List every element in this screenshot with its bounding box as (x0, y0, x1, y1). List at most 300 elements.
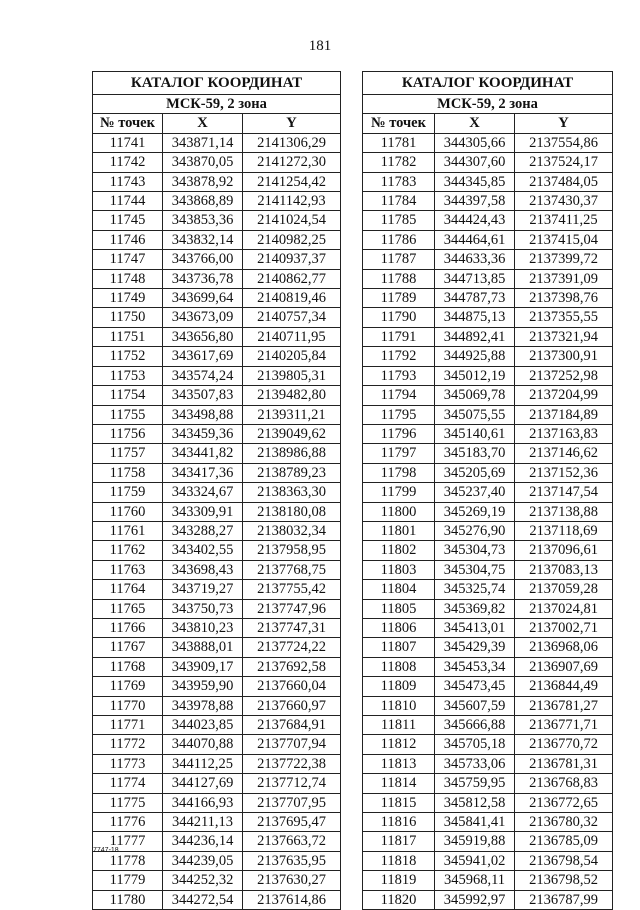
y-coordinate-cell: 2137300,91 (515, 347, 613, 366)
table-row (363, 716, 613, 735)
x-coordinate-cell: 343766,00 (163, 250, 243, 269)
x-coordinate-cell: 344892,41 (435, 327, 515, 346)
table-row (93, 832, 341, 851)
point-number-cell: 11813 (363, 754, 435, 773)
y-coordinate-cell: 2136907,69 (515, 657, 613, 676)
catalog-title: КАТАЛОГ КООРДИНАТ (93, 72, 341, 95)
x-coordinate-cell: 345304,73 (435, 541, 515, 560)
point-number-cell: 11744 (93, 192, 163, 211)
point-number-cell: 11757 (93, 444, 163, 463)
point-number-cell: 11763 (93, 560, 163, 579)
point-number-cell: 11810 (363, 696, 435, 715)
point-number-cell: 11794 (363, 386, 435, 405)
point-number-cell: 11814 (363, 774, 435, 793)
x-coordinate-cell: 345413,01 (435, 618, 515, 637)
table-row (363, 250, 613, 269)
x-coordinate-cell: 343417,36 (163, 463, 243, 482)
y-coordinate-cell: 2137152,36 (515, 463, 613, 482)
table-row (363, 133, 613, 152)
point-number-cell: 11751 (93, 327, 163, 346)
x-coordinate-cell: 345276,90 (435, 521, 515, 540)
catalog-subtitle: МСК-59, 2 зона (363, 95, 613, 114)
y-coordinate-cell: 2137755,42 (243, 580, 341, 599)
point-number-cell: 11741 (93, 133, 163, 152)
y-coordinate-cell: 2137415,04 (515, 230, 613, 249)
footer-code: 7747-18 (93, 847, 119, 854)
table-row (93, 541, 341, 560)
x-coordinate-cell: 345237,40 (435, 483, 515, 502)
table-row (93, 250, 341, 269)
table-row (93, 657, 341, 676)
point-number-cell: 11748 (93, 269, 163, 288)
y-coordinate-cell: 2140205,84 (243, 347, 341, 366)
y-coordinate-cell: 2140982,25 (243, 230, 341, 249)
table-row (93, 347, 341, 366)
table-row (93, 754, 341, 773)
y-coordinate-cell: 2137002,71 (515, 618, 613, 637)
x-coordinate-cell: 344713,85 (435, 269, 515, 288)
table-row (93, 813, 341, 832)
y-coordinate-cell: 2141272,30 (243, 153, 341, 172)
x-coordinate-cell: 343441,82 (163, 444, 243, 463)
x-coordinate-cell: 345607,59 (435, 696, 515, 715)
table-row (363, 851, 613, 870)
table-row (363, 696, 613, 715)
x-coordinate-cell: 343656,80 (163, 327, 243, 346)
point-number-cell: 11762 (93, 541, 163, 560)
table-row (93, 560, 341, 579)
x-coordinate-cell: 345183,70 (435, 444, 515, 463)
table-row (93, 483, 341, 502)
y-coordinate-cell: 2137958,95 (243, 541, 341, 560)
point-number-cell: 11786 (363, 230, 435, 249)
table-row (93, 424, 341, 443)
point-number-cell: 11801 (363, 521, 435, 540)
x-coordinate-cell: 343719,27 (163, 580, 243, 599)
table-row (93, 192, 341, 211)
table-row (363, 832, 613, 851)
y-coordinate-cell: 2136968,06 (515, 638, 613, 657)
y-coordinate-cell: 2137184,89 (515, 405, 613, 424)
y-coordinate-cell: 2141142,93 (243, 192, 341, 211)
point-number-cell: 11772 (93, 735, 163, 754)
x-coordinate-cell: 345075,55 (435, 405, 515, 424)
column-header-y: Y (243, 114, 341, 133)
table-row (93, 386, 341, 405)
x-coordinate-cell: 344166,93 (163, 793, 243, 812)
point-number-cell: 11766 (93, 618, 163, 637)
y-coordinate-cell: 2139049,62 (243, 424, 341, 443)
point-number-cell: 11767 (93, 638, 163, 657)
column-header-point-number: № точек (363, 114, 435, 133)
table-row (93, 211, 341, 230)
table-row (363, 405, 613, 424)
y-coordinate-cell: 2137118,69 (515, 521, 613, 540)
y-coordinate-cell: 2136780,32 (515, 813, 613, 832)
y-coordinate-cell: 2137096,61 (515, 541, 613, 560)
x-coordinate-cell: 343288,27 (163, 521, 243, 540)
point-number-cell: 11793 (363, 366, 435, 385)
table-row (93, 463, 341, 482)
point-number-cell: 11796 (363, 424, 435, 443)
point-number-cell: 11771 (93, 716, 163, 735)
x-coordinate-cell: 345759,95 (435, 774, 515, 793)
x-coordinate-cell: 345304,75 (435, 560, 515, 579)
y-coordinate-cell: 2140757,34 (243, 308, 341, 327)
table-row (93, 774, 341, 793)
y-coordinate-cell: 2137484,05 (515, 172, 613, 191)
x-coordinate-cell: 343736,78 (163, 269, 243, 288)
table-row (363, 230, 613, 249)
point-number-cell: 11765 (93, 599, 163, 618)
point-number-cell: 11782 (363, 153, 435, 172)
point-number-cell: 11775 (93, 793, 163, 812)
y-coordinate-cell: 2137724,22 (243, 638, 341, 657)
point-number-cell: 11743 (93, 172, 163, 191)
x-coordinate-cell: 345473,45 (435, 677, 515, 696)
point-number-cell: 11789 (363, 289, 435, 308)
y-coordinate-cell: 2137684,91 (243, 716, 341, 735)
y-coordinate-cell: 2138032,34 (243, 521, 341, 540)
y-coordinate-cell: 2137204,99 (515, 386, 613, 405)
y-coordinate-cell: 2137707,95 (243, 793, 341, 812)
point-number-cell: 11777 (93, 832, 163, 851)
x-coordinate-cell: 344787,73 (435, 289, 515, 308)
y-coordinate-cell: 2137660,04 (243, 677, 341, 696)
x-coordinate-cell: 345429,39 (435, 638, 515, 657)
table-row (363, 347, 613, 366)
y-coordinate-cell: 2137083,13 (515, 560, 613, 579)
point-number-cell: 11750 (93, 308, 163, 327)
point-number-cell: 11755 (93, 405, 163, 424)
table-row (93, 793, 341, 812)
point-number-cell: 11804 (363, 580, 435, 599)
coordinate-catalog-table-left (92, 71, 341, 910)
x-coordinate-cell: 343309,91 (163, 502, 243, 521)
point-number-cell: 11803 (363, 560, 435, 579)
page-number: 181 (308, 38, 332, 54)
point-number-cell: 11753 (93, 366, 163, 385)
y-coordinate-cell: 2137146,62 (515, 444, 613, 463)
y-coordinate-cell: 2137630,27 (243, 871, 341, 890)
x-coordinate-cell: 343868,89 (163, 192, 243, 211)
table-row (363, 327, 613, 346)
y-coordinate-cell: 2136772,65 (515, 793, 613, 812)
x-coordinate-cell: 344070,88 (163, 735, 243, 754)
table-row (363, 618, 613, 637)
x-coordinate-cell: 344305,66 (435, 133, 515, 152)
y-coordinate-cell: 2138363,30 (243, 483, 341, 502)
table-row (363, 192, 613, 211)
point-number-cell: 11800 (363, 502, 435, 521)
y-coordinate-cell: 2137059,28 (515, 580, 613, 599)
x-coordinate-cell: 345453,34 (435, 657, 515, 676)
x-coordinate-cell: 344236,14 (163, 832, 243, 851)
table-row (363, 580, 613, 599)
x-coordinate-cell: 343870,05 (163, 153, 243, 172)
x-coordinate-cell: 343978,88 (163, 696, 243, 715)
point-number-cell: 11758 (93, 463, 163, 482)
point-number-cell: 11820 (363, 890, 435, 909)
y-coordinate-cell: 2136771,71 (515, 716, 613, 735)
point-number-cell: 11790 (363, 308, 435, 327)
table-row (93, 890, 341, 909)
x-coordinate-cell: 343699,64 (163, 289, 243, 308)
x-coordinate-cell: 343574,24 (163, 366, 243, 385)
y-coordinate-cell: 2140937,37 (243, 250, 341, 269)
table-row (363, 269, 613, 288)
x-coordinate-cell: 343878,92 (163, 172, 243, 191)
table-row (363, 444, 613, 463)
table-row (363, 793, 613, 812)
x-coordinate-cell: 344633,36 (435, 250, 515, 269)
y-coordinate-cell: 2136768,83 (515, 774, 613, 793)
x-coordinate-cell: 344112,25 (163, 754, 243, 773)
column-header-y: Y (515, 114, 613, 133)
y-coordinate-cell: 2139482,80 (243, 386, 341, 405)
x-coordinate-cell: 343832,14 (163, 230, 243, 249)
y-coordinate-cell: 2137707,94 (243, 735, 341, 754)
point-number-cell: 11749 (93, 289, 163, 308)
x-coordinate-cell: 343810,23 (163, 618, 243, 637)
point-number-cell: 11785 (363, 211, 435, 230)
y-coordinate-cell: 2136785,09 (515, 832, 613, 851)
point-number-cell: 11774 (93, 774, 163, 793)
table-row (363, 813, 613, 832)
x-coordinate-cell: 343888,01 (163, 638, 243, 657)
table-row (363, 172, 613, 191)
y-coordinate-cell: 2140819,46 (243, 289, 341, 308)
table-row (363, 366, 613, 385)
point-number-cell: 11776 (93, 813, 163, 832)
point-number-cell: 11802 (363, 541, 435, 560)
y-coordinate-cell: 2141254,42 (243, 172, 341, 191)
point-number-cell: 11759 (93, 483, 163, 502)
y-coordinate-cell: 2137398,76 (515, 289, 613, 308)
catalog-subtitle: МСК-59, 2 зона (93, 95, 341, 114)
y-coordinate-cell: 2137722,38 (243, 754, 341, 773)
x-coordinate-cell: 343909,17 (163, 657, 243, 676)
point-number-cell: 11798 (363, 463, 435, 482)
x-coordinate-cell: 344307,60 (435, 153, 515, 172)
x-coordinate-cell: 345140,61 (435, 424, 515, 443)
x-coordinate-cell: 343459,36 (163, 424, 243, 443)
point-number-cell: 11815 (363, 793, 435, 812)
y-coordinate-cell: 2140711,95 (243, 327, 341, 346)
x-coordinate-cell: 343673,09 (163, 308, 243, 327)
y-coordinate-cell: 2137712,74 (243, 774, 341, 793)
table-row (93, 289, 341, 308)
point-number-cell: 11773 (93, 754, 163, 773)
y-coordinate-cell: 2138789,23 (243, 463, 341, 482)
point-number-cell: 11807 (363, 638, 435, 657)
y-coordinate-cell: 2137692,58 (243, 657, 341, 676)
point-number-cell: 11817 (363, 832, 435, 851)
point-number-cell: 11784 (363, 192, 435, 211)
table-row (363, 463, 613, 482)
table-row (93, 851, 341, 870)
point-number-cell: 11746 (93, 230, 163, 249)
x-coordinate-cell: 345369,82 (435, 599, 515, 618)
y-coordinate-cell: 2137411,25 (515, 211, 613, 230)
table-row (93, 735, 341, 754)
y-coordinate-cell: 2138180,08 (243, 502, 341, 521)
y-coordinate-cell: 2137138,88 (515, 502, 613, 521)
x-coordinate-cell: 345733,06 (435, 754, 515, 773)
point-number-cell: 11792 (363, 347, 435, 366)
point-number-cell: 11760 (93, 502, 163, 521)
y-coordinate-cell: 2137660,97 (243, 696, 341, 715)
y-coordinate-cell: 2136798,54 (515, 851, 613, 870)
x-coordinate-cell: 345269,19 (435, 502, 515, 521)
x-coordinate-cell: 344239,05 (163, 851, 243, 870)
y-coordinate-cell: 2137768,75 (243, 560, 341, 579)
x-coordinate-cell: 343698,43 (163, 560, 243, 579)
point-number-cell: 11770 (93, 696, 163, 715)
y-coordinate-cell: 2137524,17 (515, 153, 613, 172)
table-row (93, 405, 341, 424)
table-row (93, 677, 341, 696)
x-coordinate-cell: 344272,54 (163, 890, 243, 909)
table-row (363, 502, 613, 521)
point-number-cell: 11747 (93, 250, 163, 269)
y-coordinate-cell: 2137614,86 (243, 890, 341, 909)
x-coordinate-cell: 343871,14 (163, 133, 243, 152)
x-coordinate-cell: 343402,55 (163, 541, 243, 560)
y-coordinate-cell: 2137024,81 (515, 599, 613, 618)
y-coordinate-cell: 2140862,77 (243, 269, 341, 288)
point-number-cell: 11797 (363, 444, 435, 463)
y-coordinate-cell: 2137147,54 (515, 483, 613, 502)
point-number-cell: 11805 (363, 599, 435, 618)
x-coordinate-cell: 343617,69 (163, 347, 243, 366)
y-coordinate-cell: 2136844,49 (515, 677, 613, 696)
point-number-cell: 11779 (93, 871, 163, 890)
x-coordinate-cell: 345705,18 (435, 735, 515, 754)
table-row (363, 424, 613, 443)
x-coordinate-cell: 345812,58 (435, 793, 515, 812)
table-row (93, 580, 341, 599)
table-row (93, 871, 341, 890)
point-number-cell: 11791 (363, 327, 435, 346)
catalog-title: КАТАЛОГ КООРДИНАТ (363, 72, 613, 95)
column-header-x: X (435, 114, 515, 133)
table-row (363, 599, 613, 618)
table-row (93, 716, 341, 735)
x-coordinate-cell: 344925,88 (435, 347, 515, 366)
table-row (363, 677, 613, 696)
y-coordinate-cell: 2137747,31 (243, 618, 341, 637)
x-coordinate-cell: 345325,74 (435, 580, 515, 599)
table-row (363, 386, 613, 405)
point-number-cell: 11780 (93, 890, 163, 909)
x-coordinate-cell: 345666,88 (435, 716, 515, 735)
table-row (363, 483, 613, 502)
y-coordinate-cell: 2137635,95 (243, 851, 341, 870)
table-row (363, 890, 613, 909)
x-coordinate-cell: 344127,69 (163, 774, 243, 793)
x-coordinate-cell: 345968,11 (435, 871, 515, 890)
table-row (363, 541, 613, 560)
table-row (93, 638, 341, 657)
x-coordinate-cell: 343959,90 (163, 677, 243, 696)
y-coordinate-cell: 2137321,94 (515, 327, 613, 346)
y-coordinate-cell: 2136787,99 (515, 890, 613, 909)
y-coordinate-cell: 2137399,72 (515, 250, 613, 269)
table-row (93, 521, 341, 540)
point-number-cell: 11808 (363, 657, 435, 676)
y-coordinate-cell: 2136781,31 (515, 754, 613, 773)
table-row (363, 754, 613, 773)
table-row (93, 502, 341, 521)
point-number-cell: 11819 (363, 871, 435, 890)
point-number-cell: 11781 (363, 133, 435, 152)
y-coordinate-cell: 2137695,47 (243, 813, 341, 832)
table-row (93, 230, 341, 249)
column-header-point-number: № точек (93, 114, 163, 133)
point-number-cell: 11769 (93, 677, 163, 696)
table-row (93, 269, 341, 288)
table-row (93, 618, 341, 637)
point-number-cell: 11795 (363, 405, 435, 424)
point-number-cell: 11809 (363, 677, 435, 696)
x-coordinate-cell: 343853,36 (163, 211, 243, 230)
y-coordinate-cell: 2141024,54 (243, 211, 341, 230)
y-coordinate-cell: 2137252,98 (515, 366, 613, 385)
table-row (93, 327, 341, 346)
x-coordinate-cell: 343324,67 (163, 483, 243, 502)
table-row (363, 735, 613, 754)
y-coordinate-cell: 2137430,37 (515, 192, 613, 211)
table-row (93, 172, 341, 191)
x-coordinate-cell: 343507,83 (163, 386, 243, 405)
x-coordinate-cell: 344424,43 (435, 211, 515, 230)
point-number-cell: 11783 (363, 172, 435, 191)
y-coordinate-cell: 2137663,72 (243, 832, 341, 851)
point-number-cell: 11806 (363, 618, 435, 637)
x-coordinate-cell: 343750,73 (163, 599, 243, 618)
table-row (363, 289, 613, 308)
column-header-x: X (163, 114, 243, 133)
y-coordinate-cell: 2139311,21 (243, 405, 341, 424)
x-coordinate-cell: 345205,69 (435, 463, 515, 482)
table-body (93, 133, 341, 909)
table-row (93, 444, 341, 463)
table-row (363, 638, 613, 657)
table-row (363, 774, 613, 793)
x-coordinate-cell: 345941,02 (435, 851, 515, 870)
point-number-cell: 11756 (93, 424, 163, 443)
x-coordinate-cell: 344397,58 (435, 192, 515, 211)
table-row (363, 308, 613, 327)
y-coordinate-cell: 2139805,31 (243, 366, 341, 385)
point-number-cell: 11754 (93, 386, 163, 405)
point-number-cell: 11768 (93, 657, 163, 676)
point-number-cell: 11816 (363, 813, 435, 832)
x-coordinate-cell: 344464,61 (435, 230, 515, 249)
y-coordinate-cell: 2136770,72 (515, 735, 613, 754)
point-number-cell: 11812 (363, 735, 435, 754)
point-number-cell: 11787 (363, 250, 435, 269)
x-coordinate-cell: 344875,13 (435, 308, 515, 327)
x-coordinate-cell: 345841,41 (435, 813, 515, 832)
table-row (93, 153, 341, 172)
point-number-cell: 11811 (363, 716, 435, 735)
x-coordinate-cell: 345012,19 (435, 366, 515, 385)
y-coordinate-cell: 2137391,09 (515, 269, 613, 288)
table-row (363, 521, 613, 540)
table-row (93, 308, 341, 327)
